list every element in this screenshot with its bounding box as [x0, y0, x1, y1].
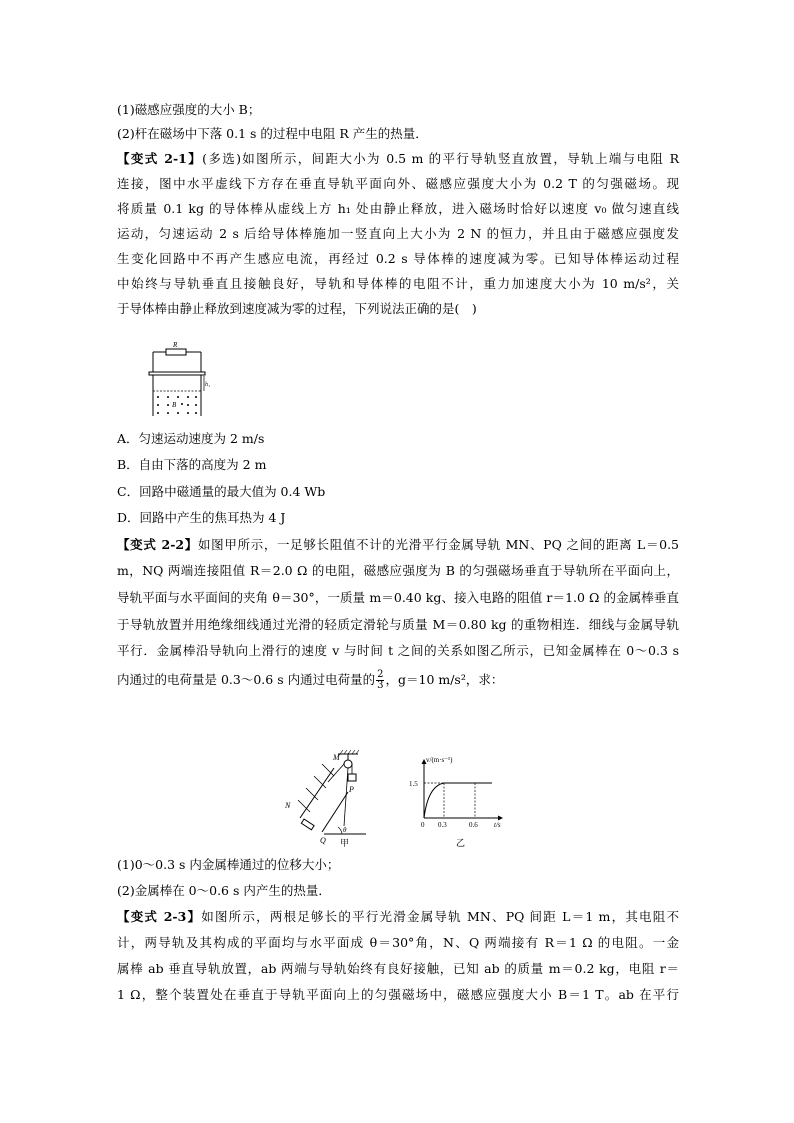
variant-2-2-tag: 【变式 2-2】 [117, 537, 198, 552]
variant-2-2-line-6: 内通过的电荷量是 0.3～0.6 s 内通过电荷量的 $\frac{2}{3}$ ，g＝10 m/s²，求： [117, 669, 504, 691]
rail-magnetic-field-figure [138, 338, 218, 418]
variant-2-1-line-6: 中始终与导轨垂直且接触良好，导轨和导体棒的电阻不计，重力加速度大小为 10 m/s²，关 [117, 276, 679, 291]
variant-2-3-tag: 【变式 2-3】 [117, 909, 202, 924]
option-b: B．自由下落的高度为 2 m [117, 457, 267, 472]
x-tick-0-3: 0.3 [438, 821, 447, 829]
variant-2-2-line-1: 【变式 2-2】如图甲所示，一足够长阻值不计的光滑平行金属导轨 MN、PQ 之间的距离 L＝0.5 [117, 537, 679, 552]
option-c: C．回路中磁通量的最大值为 0.4 Wb [117, 484, 326, 499]
v-axis-label: v/(m·s⁻¹) [426, 756, 453, 764]
t-axis-label: t/s [494, 821, 501, 829]
variant-2-3-line-4: 1 Ω，整个装置处在垂直于导轨平面向上的匀强磁场中，磁感应强度大小 B＝1 T。ab 在平行 [117, 987, 679, 1002]
resistor-label: R [173, 341, 178, 349]
label-p: P [349, 785, 354, 794]
variant-2-1-line-4: 运动，匀速运动 2 s 后给导体棒施加一竖直向上大小为 2 N 的恒力，并且由于磁感应强度发 [117, 226, 679, 241]
question-2: (2)杆在磁场中下落 0.1 s 的过程中电阻 R 产生的热量． [117, 126, 428, 141]
figure-b-caption: 乙 [456, 838, 466, 848]
variant-2-3-line-2: 计，两导轨及其构成的平面均与水平面成 θ＝30°角，N、Q 两端接有 R＝1 Ω 的电阻。一金 [117, 935, 679, 950]
variant-2-1-line-3: 将质量 0.1 kg 的导体棒从虚线上方 h₁ 处由静止释放，进入磁场时恰好以速度 v₀ 做匀速直线 [117, 201, 679, 216]
variant-2-2-line-4: 于导轨放置并用绝缘细线通过光滑的轻质定滑轮与质量 M＝0.80 kg 的重物相连．细线与金属导轨 [117, 617, 679, 632]
magnetic-field-dots [157, 396, 197, 414]
velocity-time-graph [404, 754, 512, 850]
variant-2-2-question-1: (1)0～0.3 s 内金属棒通过的位移大小； [117, 857, 340, 872]
option-d: D．回路中产生的焦耳热为 4 J [117, 510, 286, 525]
variant-2-1-line-1: 【变式 2-1】(多选)如图所示，间距大小为 0.5 m 的平行导轨竖直放置，导轨上端与电阻 R [117, 151, 680, 166]
variant-2-2-line-3: 导轨平面与水平面间的夹角 θ＝30°，一质量 m＝0.40 kg、接入电路的阻值 r＝1.0 Ω 的金属棒垂直 [117, 590, 679, 605]
variant-2-3-line-3: 属棒 ab 垂直导轨放置，ab 两端与导轨始终有良好接触，已知 ab 的质量 m＝0.2 kg，电阻 r＝ [117, 961, 679, 976]
resistor-symbol [166, 349, 186, 355]
y-tick-1-5: 1.5 [409, 780, 418, 788]
label-q: Q [320, 836, 326, 845]
incline-resistor [301, 819, 314, 830]
x-tick-0: 0 [421, 821, 425, 829]
variant-2-1-line-7: 于导体棒由静止释放到速度减为零的过程，下列说法正确的是( ) [117, 301, 477, 316]
variant-2-1-line-5: 生变化回路中不再产生感应电流，再经过 0.2 s 导体棒的速度减为零。已知导体棒运动过程 [117, 251, 679, 266]
incline-rail-pulley-figure [280, 748, 400, 850]
fraction-two-thirds: $\frac{2}{3}$ [377, 669, 384, 691]
variant-2-1-tag: 【变式 2-1】 [117, 151, 203, 166]
variant-2-3-line-1: 【变式 2-3】如图所示，两根足够长的平行光滑金属导轨 MN、PQ 间距 L＝1 m，其电阻不 [117, 909, 679, 924]
label-m: M [333, 753, 340, 762]
label-n: N [285, 801, 291, 810]
x-tick-0-6: 0.6 [469, 821, 478, 829]
question-1: (1)磁感应强度的大小 B； [117, 102, 261, 117]
conductor-rod [149, 372, 205, 375]
label-theta: θ [343, 826, 347, 834]
figure-a-caption: 甲 [340, 838, 350, 848]
variant-2-2-question-2: (2)金属棒在 0～0.6 s 内产生的热量． [117, 883, 331, 898]
field-label-b: B [172, 401, 177, 409]
variant-2-2-line-5: 平行．金属棒沿导轨向上滑行的速度 v 与时间 t 之间的关系如图乙所示，已知金属棒在 0～0.3 s [117, 643, 679, 658]
h1-label: h₁ [205, 382, 211, 388]
variant-2-1-line-2: 连接，图中水平虚线下方存在垂直导轨平面向外、磁感应强度大小为 0.2 T 的匀强磁场。现 [117, 176, 679, 191]
rail-pq [300, 768, 334, 818]
velocity-curve [424, 783, 492, 818]
pulley [344, 760, 352, 768]
hanging-weight [348, 774, 356, 781]
option-a: A．匀速运动速度为 2 m/s [117, 431, 265, 446]
variant-2-2-line-2: m，NQ 两端连接阻值 R＝2.0 Ω 的电阻，磁感应强度为 B 的匀强磁场垂直于导轨所在平面向上， [117, 563, 679, 578]
